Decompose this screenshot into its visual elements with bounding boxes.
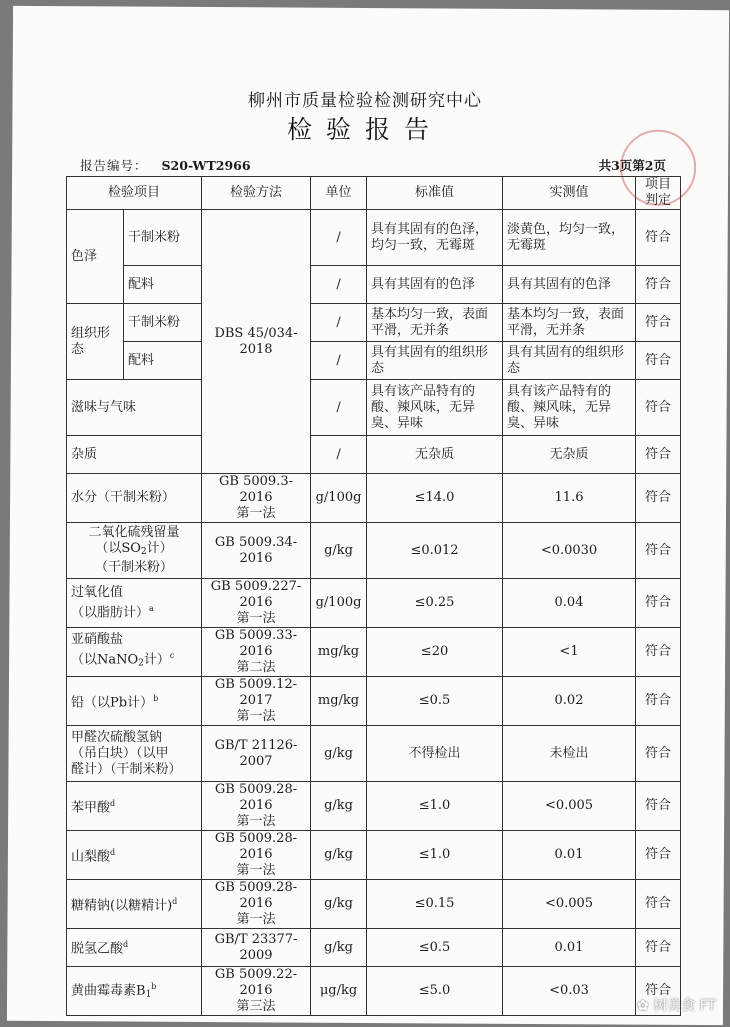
standard-cell: 具有其固有的色泽 [367, 266, 503, 304]
measured-cell: 0.02 [503, 677, 636, 726]
organization-name: 柳州市质量检验检测研究中心 [248, 91, 482, 111]
item-cell: 甲醛次硫酸氢钠 （吊白块）（以甲 醛计）（干制米粉） [67, 726, 202, 782]
item-cell: 山梨酸$^d$ [67, 831, 202, 880]
unit-cell: mg/kg [311, 677, 367, 726]
standard-cell: ≤0.25 [367, 579, 503, 628]
footnote-mark: a [149, 603, 154, 613]
method-cell: GB/T 23377-2009 [202, 929, 311, 967]
measured-cell: <0.0030 [503, 523, 636, 579]
judgement-cell: 符合 [636, 929, 681, 967]
header-measured: 实测值 [503, 177, 636, 210]
account-watermark: ✿ 树美食 FT [637, 998, 716, 1014]
item-cell: 亚硝酸盐 （以NaNO2计）$^c$ [67, 628, 202, 677]
measured-cell: 基本均匀一致，表面平滑，无并条 [503, 304, 636, 342]
header-method: 检验方法 [202, 177, 311, 210]
unit-cell: g/100g [311, 474, 367, 523]
measured-cell: 淡黄色，均匀一致，无霉斑 [503, 210, 636, 266]
table-header-row [67, 177, 681, 210]
group-texture: 组织形态 [67, 304, 124, 380]
judgement-cell: 符合 [636, 474, 681, 523]
measured-cell: 0.04 [503, 579, 636, 628]
table-row [67, 967, 681, 1016]
group-impurity: 杂质 [67, 436, 202, 474]
report-number-label: 报告编号： [80, 158, 148, 173]
item-cell: 黄曲霉毒素B1$^b$ [67, 967, 202, 1016]
judgement-cell: 符合 [636, 726, 681, 782]
method-cell: GB 5009.28-2016 第一法 [202, 880, 311, 929]
measured-cell: <0.005 [503, 782, 636, 831]
judgement-cell: 符合 [636, 380, 681, 436]
item-cell: 脱氢乙酸$^d$ [67, 929, 202, 967]
standard-cell: 不得检出 [367, 726, 503, 782]
item-cell: 水分（干制米粉） [67, 474, 202, 523]
standard-cell: ≤1.0 [367, 831, 503, 880]
group-taste: 滋味与气味 [67, 380, 202, 436]
header-standard: 标准值 [367, 177, 503, 210]
measured-cell: <0.005 [503, 880, 636, 929]
table-row [67, 474, 681, 523]
table-row [67, 677, 681, 726]
method-cell: GB/T 21126-2007 [202, 726, 311, 782]
measured-cell: 具有该产品特有的酸、辣风味，无异臭、异味 [503, 380, 636, 436]
table-row [67, 880, 681, 929]
standard-cell: 具有其固有的色泽，均匀一致，无霉斑 [367, 210, 503, 266]
footnote-mark: c [169, 651, 175, 661]
judgement-cell: 符合 [636, 210, 681, 266]
standard-cell: ≤5.0 [367, 967, 503, 1016]
footnote-mark: b [151, 982, 157, 992]
header-item: 检验项目 [67, 177, 202, 210]
inspection-table [66, 176, 681, 1016]
judgement-cell: 符合 [636, 967, 681, 1016]
unit-cell: mg/kg [311, 628, 367, 677]
item-cell: 铅（以Pb计）$^b$ [67, 677, 202, 726]
unit-cell: / [311, 304, 367, 342]
judgement-cell: 符合 [636, 436, 681, 474]
header-judgement: 项目判定 [636, 177, 681, 210]
measured-cell: 具有其固有的组织形态 [503, 342, 636, 380]
method-cell: GB 5009.12-2017 第一法 [202, 677, 311, 726]
sub-item: 干制米粉 [124, 210, 202, 266]
measured-cell: 0.01 [503, 929, 636, 967]
measured-cell: 0.01 [503, 831, 636, 880]
judgement-cell: 符合 [636, 880, 681, 929]
report-number-value: S20-WT2966 [161, 158, 251, 173]
table-row [67, 210, 681, 266]
unit-cell: / [311, 266, 367, 304]
measured-cell: 11.6 [503, 474, 636, 523]
standard-cell: 具有该产品特有的酸、辣风味，无异臭、异味 [367, 380, 503, 436]
method-cell: GB 5009.33-2016 第二法 [202, 628, 311, 677]
method-cell: GB 5009.34-2016 [202, 523, 311, 579]
footnote-mark: b [153, 693, 159, 703]
method-cell: GB 5009.227-2016 第一法 [202, 579, 311, 628]
standard-cell: ≤0.5 [367, 677, 503, 726]
unit-cell: / [311, 210, 367, 266]
judgement-cell: 符合 [636, 677, 681, 726]
unit-cell: / [311, 380, 367, 436]
unit-cell: g/kg [311, 880, 367, 929]
table-row [67, 782, 681, 831]
table-row [67, 929, 681, 967]
unit-cell: g/kg [311, 523, 367, 579]
sub-item: 配料 [124, 266, 202, 304]
standard-cell: ≤14.0 [367, 474, 503, 523]
page-info: 共3页第2页 [598, 158, 666, 173]
table-row [67, 579, 681, 628]
method-cell: GB 5009.28-2016 第一法 [202, 782, 311, 831]
standard-cell: 基本均匀一致，表面平滑，无并条 [367, 304, 503, 342]
judgement-cell: 符合 [636, 523, 681, 579]
standard-cell: ≤0.15 [367, 880, 503, 929]
report-number [80, 156, 251, 174]
standard-cell: ≤0.012 [367, 523, 503, 579]
footnote-mark: d [110, 798, 116, 808]
footnote-mark: d [110, 847, 116, 857]
judgement-cell: 符合 [636, 831, 681, 880]
table-row [67, 304, 681, 342]
standard-cell: 具有其固有的组织形态 [367, 342, 503, 380]
judgement-cell: 符合 [636, 266, 681, 304]
standard-cell: ≤0.5 [367, 929, 503, 967]
sub-item: 配料 [124, 342, 202, 380]
unit-cell: g/kg [311, 782, 367, 831]
unit-cell: g/kg [311, 929, 367, 967]
measured-cell: 具有其固有的色泽 [503, 266, 636, 304]
item-cell: 糖精钠(以糖精计)$^d$ [67, 880, 202, 929]
group-color: 色泽 [67, 210, 124, 304]
unit-cell: μg/kg [311, 967, 367, 1016]
report-title: 检验报告 [286, 115, 443, 144]
footnote-mark: d [172, 896, 178, 906]
unit-cell: / [311, 342, 367, 380]
table-row [67, 726, 681, 782]
table-row [67, 523, 681, 579]
shared-method: DBS 45/034-2018 [202, 210, 311, 474]
item-cell: 二氧化硫残留量 （以SO2计） （干制米粉） [67, 523, 202, 579]
table-row [67, 436, 681, 474]
standard-cell: ≤1.0 [367, 782, 503, 831]
judgement-cell: 符合 [636, 304, 681, 342]
unit-cell: g/100g [311, 579, 367, 628]
item-cell: 过氧化值 （以脂肪计）$^a$ [67, 579, 202, 628]
method-cell: GB 5009.22-2016 第三法 [202, 967, 311, 1016]
judgement-cell: 符合 [636, 342, 681, 380]
judgement-cell: 符合 [636, 579, 681, 628]
table-row [67, 266, 681, 304]
footnote-mark: d [123, 940, 129, 950]
unit-cell: / [311, 436, 367, 474]
judgement-cell: 符合 [636, 628, 681, 677]
judgement-cell: 符合 [636, 782, 681, 831]
method-cell: GB 5009.28-2016 第一法 [202, 831, 311, 880]
measured-cell: <1 [503, 628, 636, 677]
measured-cell: 无杂质 [503, 436, 636, 474]
header-unit: 单位 [311, 177, 367, 210]
sub-item: 干制米粉 [124, 304, 202, 342]
standard-cell: 无杂质 [367, 436, 503, 474]
method-cell: GB 5009.3-2016 第一法 [202, 474, 311, 523]
unit-cell: g/kg [311, 831, 367, 880]
measured-cell: 未检出 [503, 726, 636, 782]
table-row [67, 342, 681, 380]
item-cell: 苯甲酸$^d$ [67, 782, 202, 831]
table-row [67, 628, 681, 677]
table-row [67, 831, 681, 880]
table-row [67, 380, 681, 436]
unit-cell: g/kg [311, 726, 367, 782]
measured-cell: <0.03 [503, 967, 636, 1016]
standard-cell: ≤20 [367, 628, 503, 677]
